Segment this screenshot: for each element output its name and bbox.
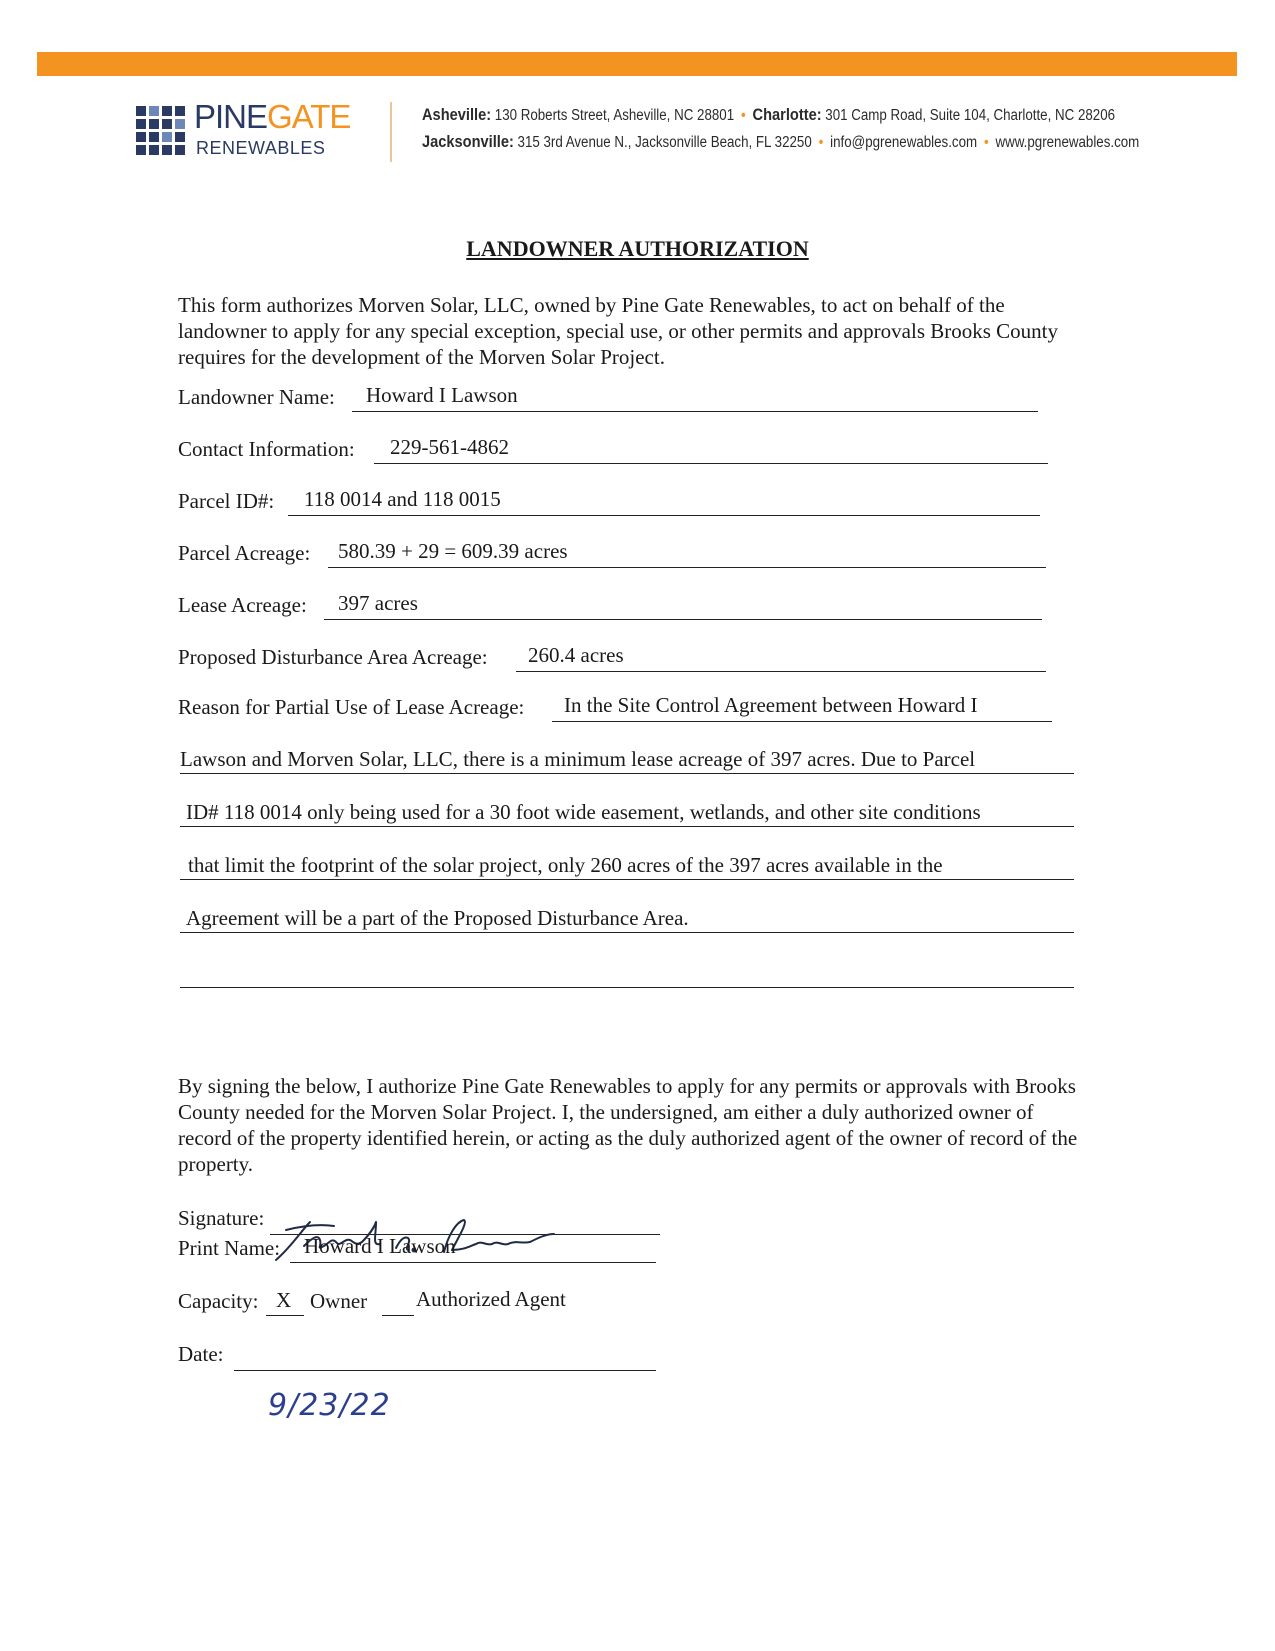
agent-option-label: Authorized Agent bbox=[416, 1287, 566, 1311]
lease-acreage-value[interactable]: 397 acres bbox=[338, 591, 418, 615]
landowner-name-value[interactable]: Howard I Lawson bbox=[366, 383, 518, 407]
parcel-id-line bbox=[288, 515, 1040, 516]
company-logo bbox=[136, 98, 376, 162]
header-divider bbox=[390, 102, 392, 162]
owner-option-label: Owner bbox=[310, 1289, 368, 1313]
reason-text-line-1[interactable]: Lawson and Morven Solar, LLC, there is a minimum lease acreage of 397 acres. Due to Parcel bbox=[180, 747, 976, 771]
reason-line-5 bbox=[180, 987, 1074, 988]
header-accent-bar bbox=[37, 52, 1237, 76]
reason-line-0 bbox=[552, 721, 1052, 722]
lease-acreage-line bbox=[324, 619, 1042, 620]
intro-paragraph: This form authorizes Morven Solar, LLC, owned by Pine Gate Renewables, to act on behalf of the landowner to apply for any special exception, special use, or other permits and approvals Brooks County requires for the development of the Morven Solar Project. bbox=[178, 293, 1059, 369]
disturbance-acreage-value[interactable]: 260.4 acres bbox=[528, 643, 624, 667]
date-line bbox=[234, 1370, 656, 1371]
print-name-value[interactable]: Howard I Lawson bbox=[304, 1234, 456, 1258]
reason-line-4 bbox=[180, 932, 1074, 933]
agent-checkbox-line[interactable] bbox=[382, 1315, 414, 1316]
disturbance-acreage-line bbox=[516, 671, 1046, 672]
address-line-2: Jacksonville: 315 3rd Avenue N., Jacksonville Beach, FL 32250 • info@pgrenewables.com • www.pgrenewables.com bbox=[422, 132, 1140, 151]
website-link[interactable]: www.pgrenewables.com bbox=[995, 134, 1140, 151]
reason-text-line-0[interactable]: In the Site Control Agreement between Howard I bbox=[564, 693, 978, 717]
reason-line-3 bbox=[180, 879, 1074, 880]
authorization-paragraph: By signing the below, I authorize Pine Gate Renewables to apply for any permits or approvals with Brooks County needed for the Morven Solar Project. I, the undersigned, am either a duly authorized owner of record of the property identified herein, or acting as the duly authorized agent of the owner of record of the property. bbox=[178, 1074, 1078, 1176]
reason-line-2 bbox=[180, 826, 1074, 827]
parcel-acreage-value[interactable]: 580.39 + 29 = 609.39 acres bbox=[338, 539, 568, 563]
contact-value[interactable]: 229-561-4862 bbox=[390, 435, 509, 459]
reason-text-line-3[interactable]: that limit the footprint of the solar project, only 260 acres of the 397 acres available in the bbox=[188, 853, 943, 877]
reason-text-line-2[interactable]: ID# 118 0014 only being used for a 30 foot wide easement, wetlands, and other site conditions bbox=[186, 800, 981, 824]
landowner-name-line bbox=[352, 411, 1038, 412]
parcel-acreage-line bbox=[328, 567, 1046, 568]
logo-subtitle: RENEWABLES bbox=[196, 138, 326, 158]
address-line-1: Asheville: 130 Roberts Street, Asheville, NC 28801 • Charlotte: 301 Camp Road, Suite 104, Charlotte, NC 28206 bbox=[422, 105, 1116, 124]
print-name-line bbox=[290, 1262, 656, 1263]
logo-wordmark: PINEGATE bbox=[194, 98, 351, 135]
grid-logo-icon bbox=[136, 106, 186, 156]
contact-line bbox=[374, 463, 1048, 464]
form-title: LANDOWNER AUTHORIZATION bbox=[466, 236, 809, 261]
reason-text-line-4[interactable]: Agreement will be a part of the Proposed Disturbance Area. bbox=[186, 906, 689, 930]
parcel-id-value[interactable]: 118 0014 and 118 0015 bbox=[304, 487, 501, 511]
date-handwritten-value[interactable]: 9/23/22 bbox=[268, 1388, 391, 1423]
reason-line-1 bbox=[180, 773, 1074, 774]
owner-checkbox-mark[interactable]: X bbox=[276, 1288, 292, 1312]
email-link[interactable]: info@pgrenewables.com bbox=[830, 134, 978, 151]
owner-checkbox-line bbox=[266, 1315, 304, 1316]
